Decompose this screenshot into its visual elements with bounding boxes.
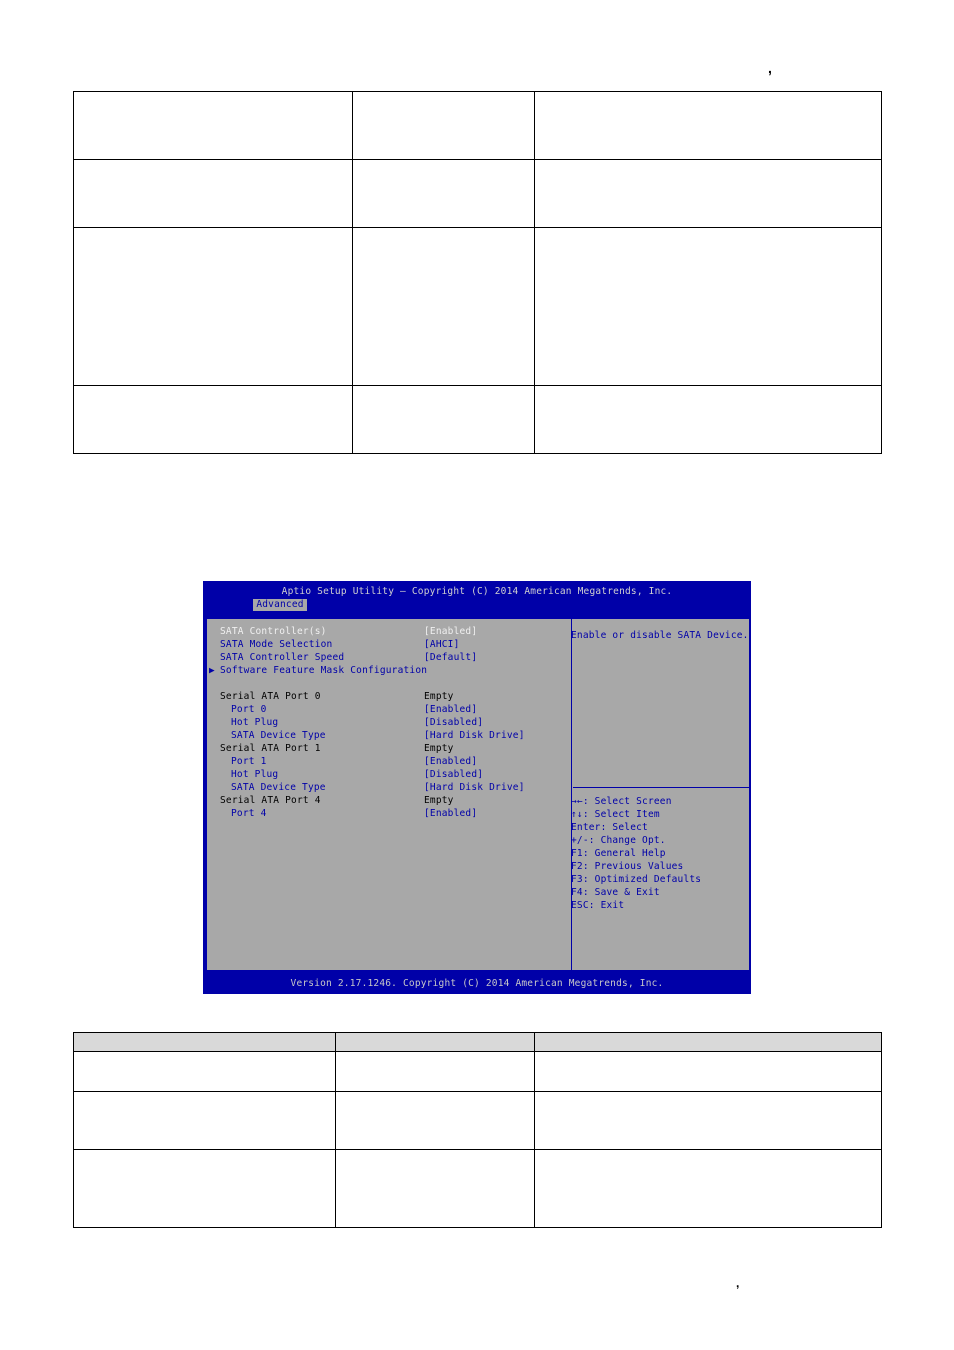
table-row bbox=[74, 228, 882, 386]
setting-value[interactable]: [Disabled] bbox=[424, 769, 484, 780]
setting-value[interactable]: [Default] bbox=[424, 652, 478, 663]
setting-label: Port 0 bbox=[231, 704, 267, 715]
setting-label: Serial ATA Port 1 bbox=[220, 743, 321, 754]
setting-value[interactable]: [Enabled] bbox=[424, 704, 478, 715]
setting-value[interactable]: [Enabled] bbox=[424, 808, 478, 819]
setting-label: Serial ATA Port 4 bbox=[220, 795, 321, 806]
setting-label: SATA Device Type bbox=[231, 730, 326, 741]
submenu-arrow-icon: ▶ bbox=[209, 665, 215, 676]
key-previous-values: F2: Previous Values bbox=[571, 861, 684, 872]
key-exit: ESC: Exit bbox=[571, 900, 625, 911]
table-row bbox=[74, 1150, 882, 1228]
setting-label: SATA Controller Speed bbox=[220, 652, 345, 663]
setting-value: Empty bbox=[424, 743, 454, 754]
setting-value: Empty bbox=[424, 795, 454, 806]
key-select-item: ↑↓: Select Item bbox=[571, 809, 660, 820]
bios-setup-screenshot bbox=[203, 581, 751, 994]
footer-comma-mark: , bbox=[736, 1276, 740, 1290]
help-text: Enable or disable SATA Device. bbox=[571, 630, 749, 641]
key-enter-select: Enter: Select bbox=[571, 822, 648, 833]
key-change-opt: +/-: Change Opt. bbox=[571, 835, 666, 846]
tab-advanced[interactable]: Advanced bbox=[253, 599, 307, 611]
setting-label: SATA Device Type bbox=[231, 782, 326, 793]
bios-main-panel bbox=[206, 618, 750, 971]
setting-value[interactable]: [Enabled] bbox=[424, 756, 478, 767]
table-row bbox=[74, 386, 882, 454]
help-separator bbox=[573, 787, 749, 788]
setting-value[interactable]: [AHCI] bbox=[424, 639, 460, 650]
setting-value[interactable]: [Disabled] bbox=[424, 717, 484, 728]
key-select-screen: →←: Select Screen bbox=[571, 796, 672, 807]
table-row bbox=[74, 160, 882, 228]
setting-label: SATA Controller(s) bbox=[220, 626, 327, 637]
setting-label: Hot Plug bbox=[231, 717, 279, 728]
setting-value[interactable]: [Hard Disk Drive] bbox=[424, 782, 525, 793]
setting-label: Port 1 bbox=[231, 756, 267, 767]
setting-label: Port 4 bbox=[231, 808, 267, 819]
setting-label: Software Feature Mask Configuration bbox=[220, 665, 428, 676]
key-legend bbox=[571, 795, 701, 912]
header-comma-mark: , bbox=[768, 60, 772, 76]
setting-value[interactable]: [Enabled] bbox=[424, 626, 478, 637]
table-header-row bbox=[74, 1033, 882, 1052]
key-optimized-defaults: F3: Optimized Defaults bbox=[571, 874, 702, 885]
bios-footer: Version 2.17.1246. Copyright (C) 2014 American Megatrends, Inc. bbox=[290, 978, 664, 989]
setting-value: Empty bbox=[424, 691, 454, 702]
setting-label: SATA Mode Selection bbox=[220, 639, 333, 650]
key-general-help: F1: General Help bbox=[571, 848, 666, 859]
table-row bbox=[74, 1052, 882, 1092]
key-save-exit: F4: Save & Exit bbox=[571, 887, 660, 898]
setting-value[interactable]: [Hard Disk Drive] bbox=[424, 730, 525, 741]
setting-label: Serial ATA Port 0 bbox=[220, 691, 321, 702]
setting-label: Hot Plug bbox=[231, 769, 279, 780]
table-row bbox=[74, 1092, 882, 1150]
top-table bbox=[73, 91, 882, 454]
bios-title: Aptio Setup Utility – Copyright (C) 2014 American Megatrends, Inc. bbox=[281, 586, 673, 597]
bottom-table bbox=[73, 1032, 882, 1228]
table-row bbox=[74, 92, 882, 160]
